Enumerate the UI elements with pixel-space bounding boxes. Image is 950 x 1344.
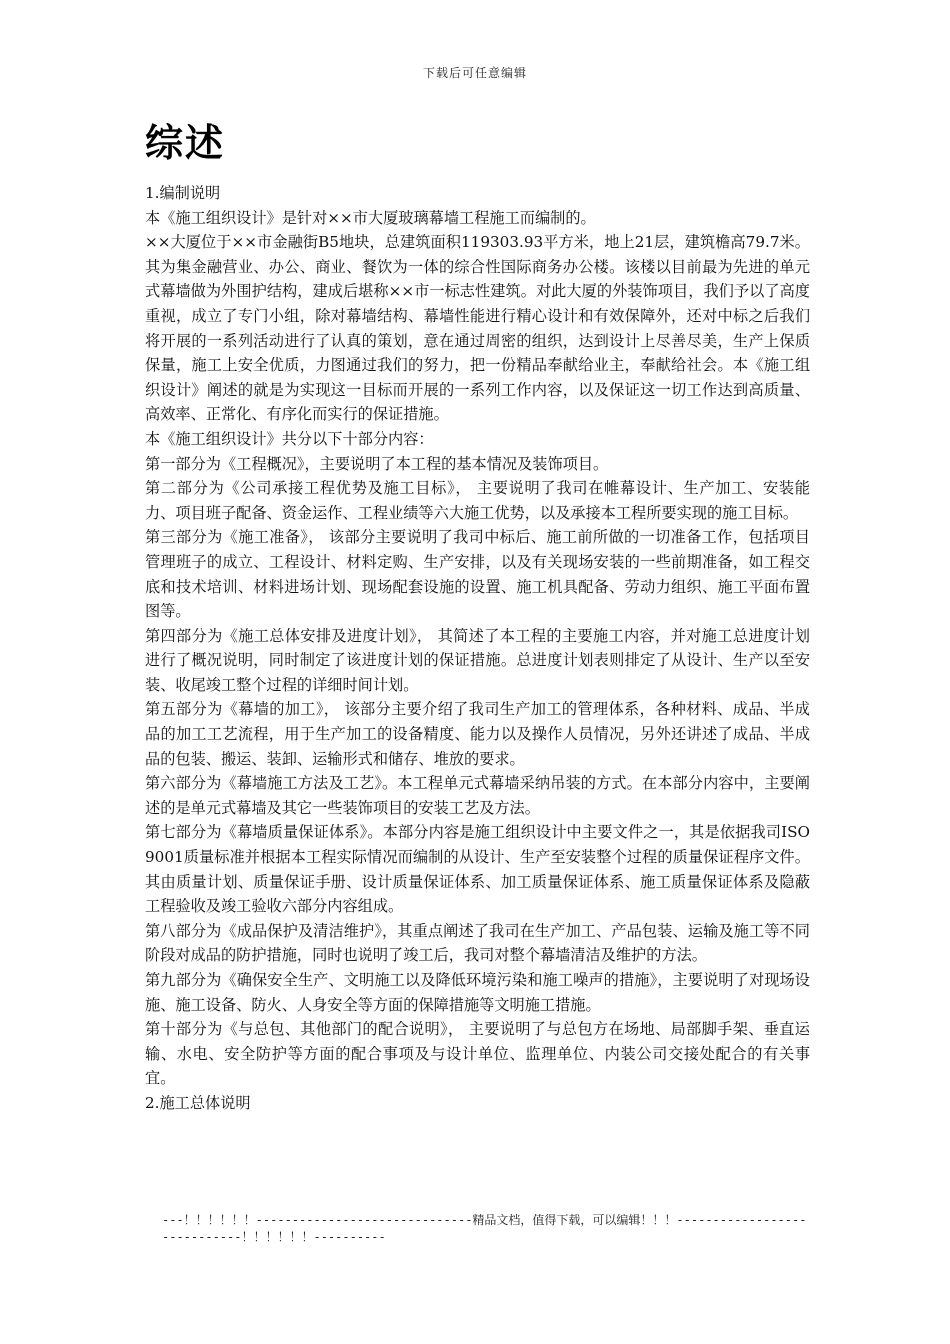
document-body xyxy=(145,181,810,1116)
page-footer: ---！！！！！！------------------------------精品文档，值得下载，可以编辑！！！-----------------------------！！！！！！---------- xyxy=(162,1213,807,1244)
paragraph-intro: 本《施工组织设计》是针对××市大厦玻璃幕墙工程施工而编制的。 xyxy=(145,208,596,227)
section-heading-2: 2.施工总体说明 xyxy=(145,1093,251,1112)
paragraph-part-6: 第六部分为《幕墙施工方法及工艺》。本工程单元式幕墙采纳吊装的方式。在本部分内容中，主要阐述的是单元式幕墙及其它一些装饰项目的安装工艺及方法。 xyxy=(145,774,810,817)
paragraph-part-3: 第三部分为《施工准备》， 该部分主要说明了我司中标后、施工前所做的一切准备工作，包括项目管理班子的成立、工程设计、材料定购、生产安排，以及有关现场安装的一些前期准备，如工程交底和技术培训、材料进场计划、现场配套设施的设置、施工机具配备、劳动力组织、施工平面布置图等。 xyxy=(145,528,810,621)
paragraph-part-2: 第二部分为《公司承接工程优势及施工目标》， 主要说明了我司在帷幕设计、生产加工、安装能力、项目班子配备、资金运作、工程业绩等六大施工优势，以及承接本工程所要实现的施工目标。 xyxy=(145,479,810,522)
paragraph-contents-lead: 本《施工组织设计》共分以下十部分内容： xyxy=(145,429,434,448)
paragraph-part-9: 第九部分为《确保安全生产、文明施工以及降低环境污染和施工噪声的措施》，主要说明了对现场设施、施工设备、防火、人身安全等方面的保障措施等文明施工措施。 xyxy=(145,971,810,1014)
paragraph-part-8: 第八部分为《成品保护及清洁维护》，其重点阐述了我司在生产加工、产品包装、运输及施工等不同阶段对成品的防护措施，同时也说明了竣工后，我司对整个幕墙清洁及维护的方法。 xyxy=(145,921,810,965)
paragraph-part-4: 第四部分为《施工总体安排及进度计划》， 其简述了本工程的主要施工内容，并对施工总进度计划进行了概况说明，同时制定了该进度计划的保证措施。总进度计划表则排定了从设计、生产以至安装、收尾竣工整个过程的详细时间计划。 xyxy=(145,626,810,694)
paragraph-overview: ××大厦位于××市金融街B5地块，总建筑面积119303.93平方米，地上21层，建筑檐高79.7米。其为集金融营业、办公、商业、餐饮为一体的综合性国际商务办公楼。该楼以目前最为先进的单元式幕墙做为外围护结构，建成后堪称××市一标志性建筑。对此大厦的外装饰项目，我们予以了高度重视，成立了专门小组，除对幕墙结构、幕墙性能进行精心设计和有效保障外，还对中标之后我们将开展的一系列活动进行了认真的策划，意在通过周密的组织，达到设计上尽善尽美，生产上保质保量，施工上安全优质，力图通过我们的努力，把一份精品奉献给业主，奉献给社会。本《施工组织设计》阐述的就是为实现这一目标而开展的一系列工作内容，以及保证这一切工作达到高质量、高效率、正常化、有序化而实行的保证措施。 xyxy=(145,233,810,424)
paragraph-part-7: 第七部分为《幕墙质量保证体系》。本部分内容是施工组织设计中主要文件之一，其是依据我司ISO9001质量标准并根据本工程实际情况而编制的从设计、生产至安装整个过程的质量保证程序文件。其由质量计划、质量保证手册、设计质量保证体系、加工质量保证体系、施工质量保证体系及隐蔽工程验收及竣工验收六部分内容组成。 xyxy=(145,823,810,916)
paragraph-part-5: 第五部分为《幕墙的加工》， 该部分主要介绍了我司生产加工的管理体系，各种材料、成品、半成品的加工工艺流程，用于生产加工的设备精度、能力以及操作人员情况，另外还讲述了成品、半成品的包装、搬运、装卸、运输形式和储存、堆放的要求。 xyxy=(145,700,810,768)
paragraph-part-1: 第一部分为《工程概况》，主要说明了本工程的基本情况及装饰项目。 xyxy=(145,454,609,473)
section-heading-1: 1.编制说明 xyxy=(145,184,221,202)
paragraph-part-10: 第十部分为《与总包、其他部门的配合说明》， 主要说明了与总包方在场地、局部脚手架、垂直运输、水电、安全防护等方面的配合事项及与设计单位、监理单位、内装公司交接处配合的有关事宜。 xyxy=(145,1020,810,1088)
document-title: 综述 xyxy=(145,120,226,165)
page-header: 下载后可任意编辑 xyxy=(422,66,527,80)
